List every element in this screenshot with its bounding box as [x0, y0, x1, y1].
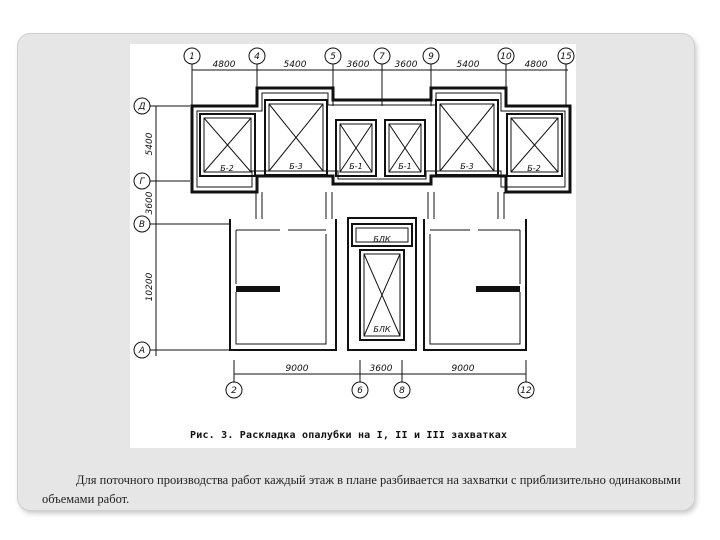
axis-label-left: А	[138, 346, 146, 356]
figure-caption: Рис. 3. Раскладка опалубки на I, II и III захватках	[190, 430, 508, 441]
dimension-top: 5400	[283, 60, 307, 70]
block-label: Б-3	[289, 162, 303, 171]
dimension-bottom: 9000	[451, 364, 475, 374]
axis-label-top: 9	[428, 52, 434, 62]
dimension-left: 5400	[145, 132, 155, 156]
block-label: БЛК	[373, 235, 391, 244]
axis-label-bottom: 2	[231, 386, 237, 396]
block-label: Б-1	[398, 162, 412, 171]
axis-label-top: 7	[379, 52, 385, 62]
block-label: Б-2	[527, 164, 541, 173]
dimension-top: 3600	[346, 60, 370, 70]
axis-label-left: Д	[138, 102, 146, 112]
dimension-top: 4800	[212, 60, 236, 70]
block-label: Б-3	[460, 162, 474, 171]
axis-label-top: 4	[254, 52, 260, 62]
axis-label-top: 10	[500, 52, 512, 62]
formwork-plan-drawing	[130, 44, 576, 448]
floor-plan-svg	[130, 44, 576, 448]
axis-label-left: Г	[139, 177, 145, 187]
dimension-bottom: 3600	[369, 364, 393, 374]
dimension-top: 4800	[524, 60, 548, 70]
axis-label-bottom: 6	[357, 386, 363, 396]
dimension-bottom: 9000	[285, 364, 309, 374]
block-label: Б-2	[220, 164, 234, 173]
block-label: БЛК	[373, 325, 391, 334]
block-label: Б-1	[349, 162, 363, 171]
body-paragraph: Для поточного производства работ каждый этаж в плане разбивается на захватки с приблизительно одинаковыми объемами работ.	[42, 473, 681, 506]
dimension-left: 10200	[145, 272, 155, 302]
axis-label-top: 5	[330, 52, 336, 62]
axis-label-top: 1	[189, 52, 195, 62]
dimension-top: 3600	[394, 60, 418, 70]
dimension-left: 3600	[145, 191, 155, 215]
dimension-top: 5400	[456, 60, 480, 70]
axis-label-top: 15	[560, 52, 572, 62]
axis-label-bottom: 12	[520, 386, 532, 396]
axis-label-bottom: 8	[399, 386, 405, 396]
axis-label-left: В	[138, 220, 146, 230]
